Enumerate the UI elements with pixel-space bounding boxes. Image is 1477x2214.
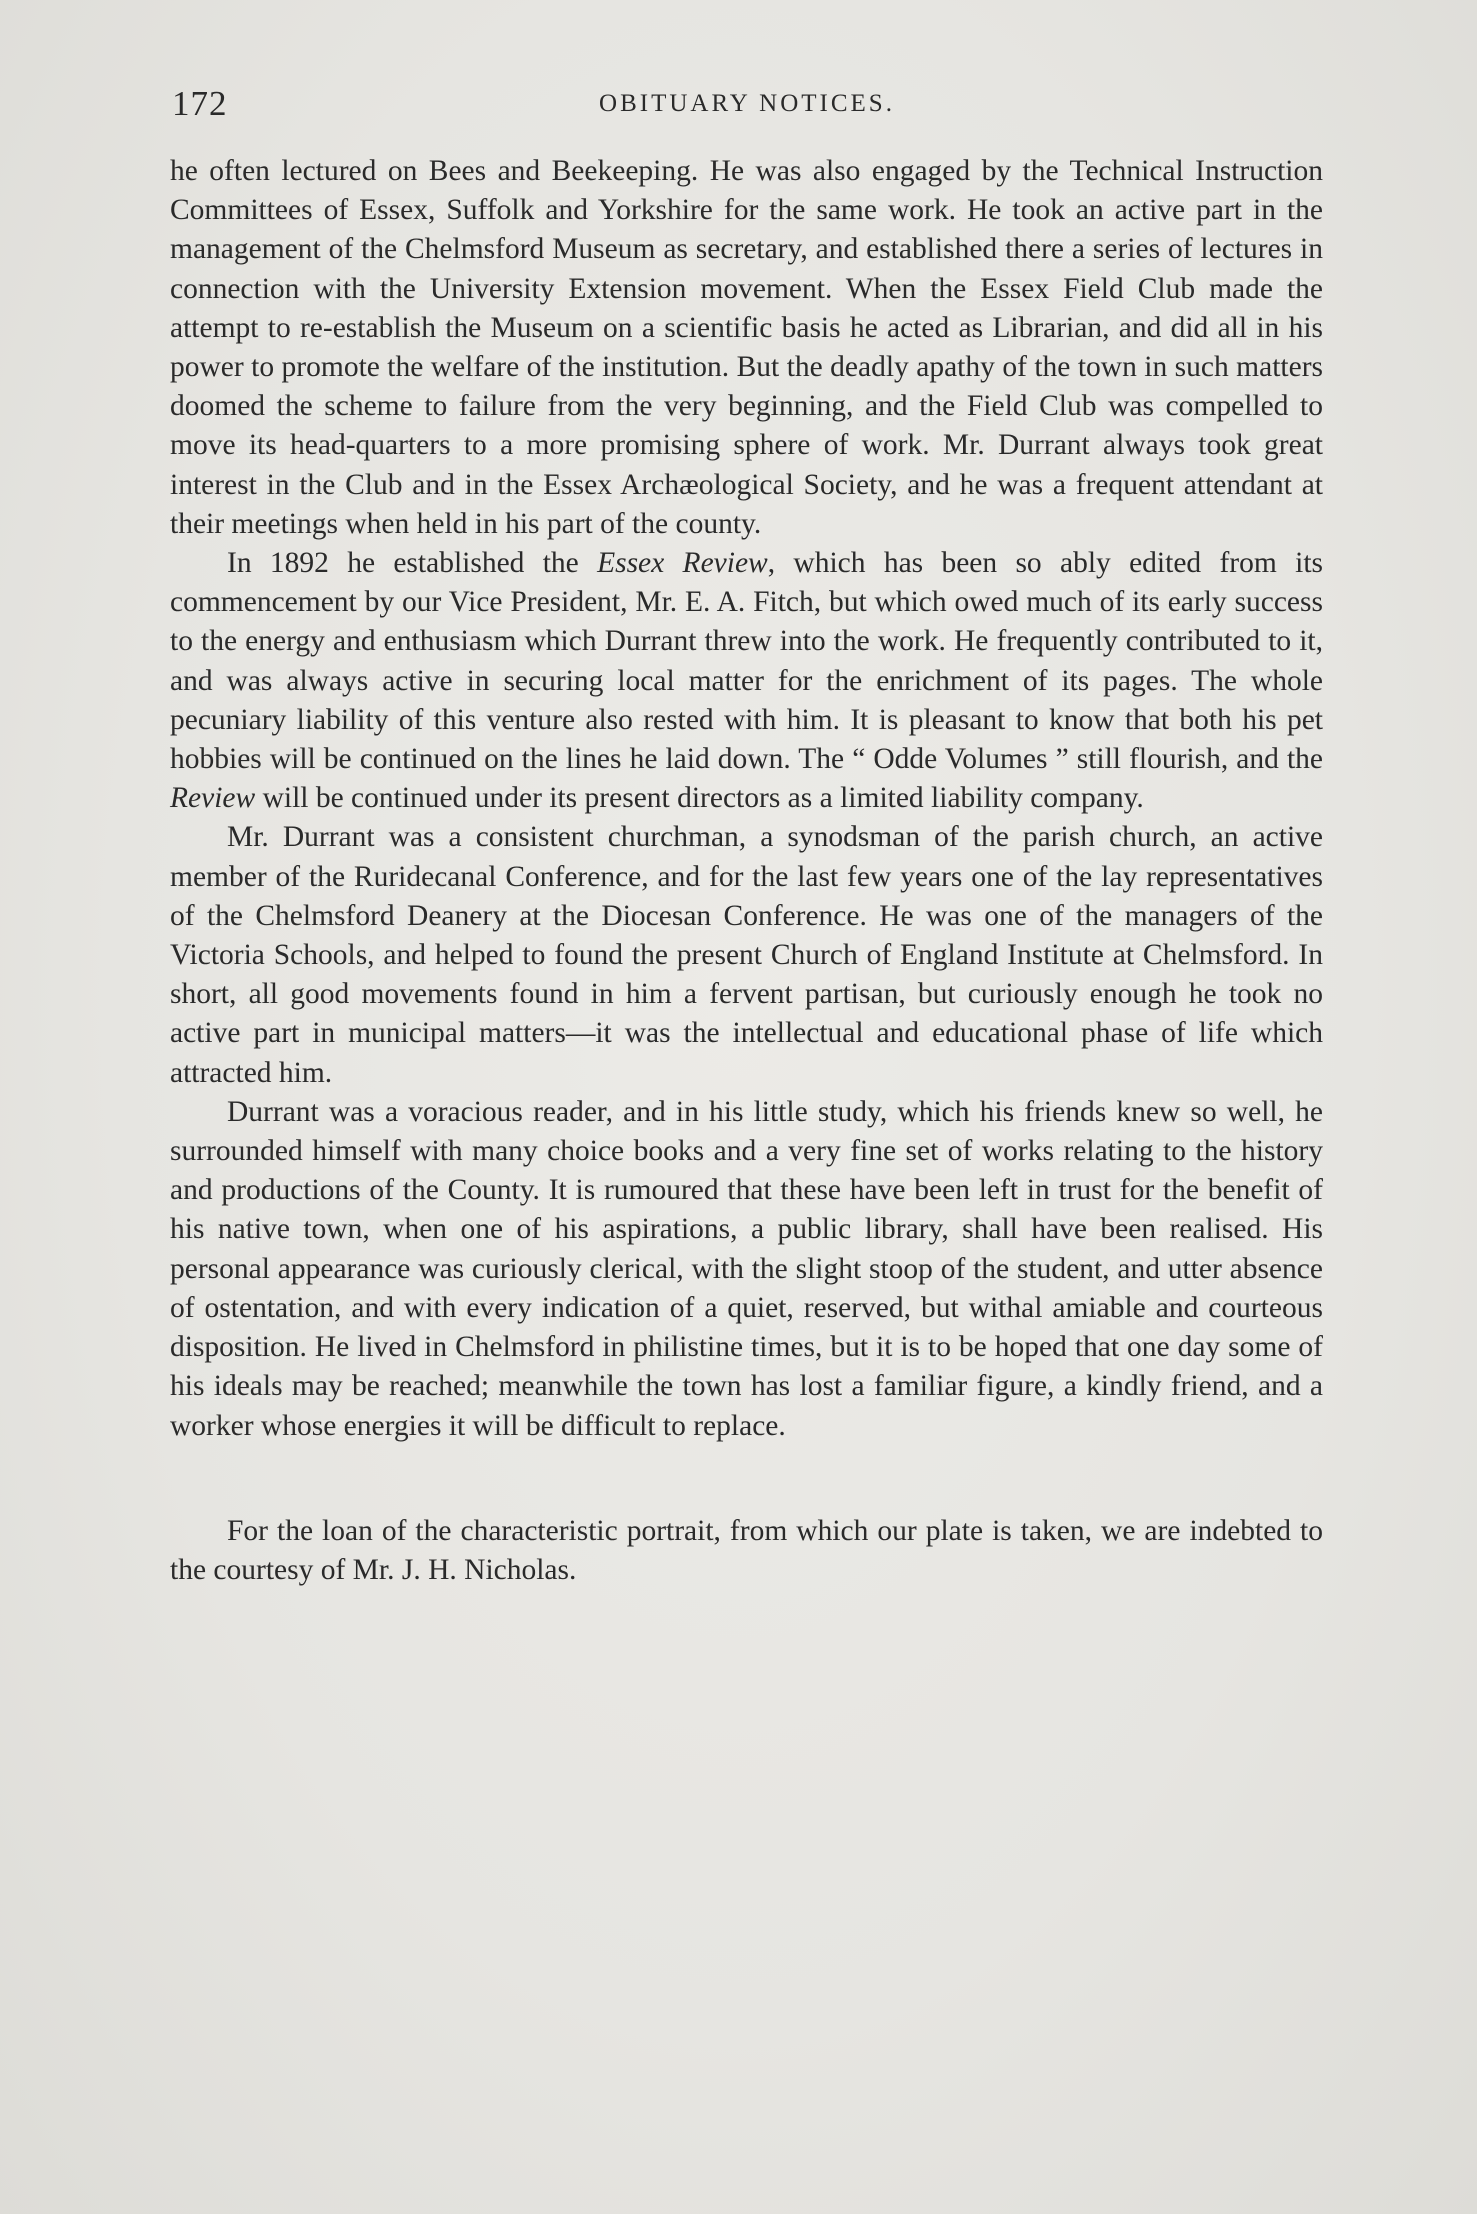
italic-title: Essex Review: [597, 547, 768, 580]
paragraph-text: In 1892 he established the: [227, 547, 598, 580]
paragraph-portrait-credit: For the loan of the characteristic portrait, from which our plate is taken, we are indebted to the courtesy of Mr. J. H. Nicholas.: [170, 1514, 1323, 1586]
paragraph-churchman: Mr. Durrant was a consistent churchman, a synodsman of the parish church, an active member of the Ruridecanal Conference, and for the last few years one of the lay representatives of the Chelmsford Deanery at the Diocesan Conference. He was one of the managers of the Victoria Schools, and helped to found the present Church of England Institute at Chelmsford. In short, all good movements found in him a fervent partisan, but curiously enough he took no active part in municipal matters—it was the intellectual and educational phase of life which attracted him.: [170, 821, 1323, 1089]
paragraph-text: will be continued under its present directors as a limited liability company.: [255, 782, 1144, 815]
italic-title: Review: [170, 782, 256, 815]
paragraph-essex-review: [170, 544, 1323, 818]
page-header: [172, 84, 1322, 124]
paragraph-text: , which has been so ably edited from its commencement by our Vice President, Mr. E. A. Fitch, but which owed much of its early success to the energy and enthusiasm which Durrant threw into the work. He frequently contributed to it, and was always active in securing local matter for the enrichment of its pages. The whole pecuniary liability of this venture also rested with him. It is pleasant to know that both his pet hobbies will be continued on the lines he laid down. The “ Odde Volumes ” still flourish, and the: [170, 547, 1323, 776]
body-text: [170, 152, 1323, 1590]
running-head: OBITUARY NOTICES.: [599, 90, 895, 117]
paragraph-continuation: he often lectured on Bees and Beekeeping. He was also engaged by the Technical Instruction Committees of Essex, Suffolk and Yorkshire for the same work. He took an active part in the management of the Chelmsford Museum as secretary, and established there a series of lectures in connection with the University Extension movement. When the Essex Field Club made the attempt to re-establish the Museum on a scientific basis he acted as Librarian, and did all in his power to promote the welfare of the institution. But the deadly apathy of the town in such matters doomed the scheme to failure from the very beginning, and the Field Club was compelled to move its head-quarters to a more promising sphere of work. Mr. Durrant always took great interest in the Club and in the Essex Archæological Society, and he was a frequent attendant at their meetings when held in his part of the county.: [170, 155, 1323, 540]
page-number: 172: [172, 84, 228, 123]
paragraph-reader: Durrant was a voracious reader, and in his little study, which his friends knew so well, he surrounded himself with many choice books and a very fine set of works relating to the history and productions of the County. It is rumoured that these have been left in trust for the benefit of his native town, when one of his aspirations, a public library, shall have been realised. His personal appearance was curiously clerical, with the slight stoop of the student, and utter absence of ostentation, and with every indication of a quiet, reserved, but withal amiable and courteous disposition. He lived in Chelmsford in philistine times, but it is to be hoped that one day some of his ideals may be reached; meanwhile the town has lost a familiar figure, a kindly friend, and a worker whose energies it will be difficult to replace.: [170, 1095, 1323, 1442]
